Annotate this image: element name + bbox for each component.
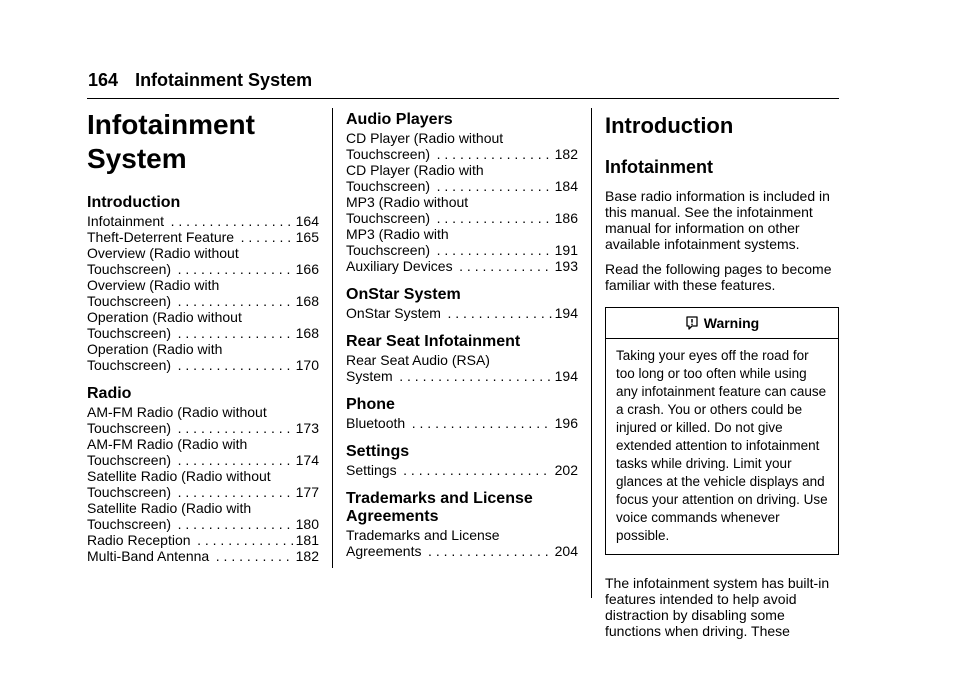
- toc-entry[interactable]: [346, 194, 578, 226]
- toc-entry[interactable]: [87, 468, 319, 500]
- toc-entry-line: [87, 293, 319, 309]
- toc-entry-title: AM-FM Radio (Radio without: [87, 404, 267, 420]
- toc-entry[interactable]: [87, 532, 319, 548]
- toc-entry[interactable]: [346, 226, 578, 258]
- paragraph: The infotainment system has built-in features intended to help avoid distraction by disabling some functions when driving. These: [605, 575, 830, 639]
- toc-entry[interactable]: [346, 527, 578, 559]
- toc-entry[interactable]: [87, 245, 319, 277]
- dot-leader: [444, 305, 552, 321]
- toc-entry[interactable]: [87, 548, 319, 564]
- dot-leader: [167, 213, 293, 229]
- warning-label: Warning: [703, 315, 760, 331]
- toc-entry-line: [346, 146, 578, 162]
- dot-leader: [174, 325, 293, 341]
- toc-column-1: [87, 108, 319, 564]
- toc-entry[interactable]: [87, 341, 319, 373]
- toc-entry-title: Touchscreen): [87, 325, 172, 341]
- toc-entry-line: [346, 242, 578, 258]
- toc-entry[interactable]: [346, 130, 578, 162]
- toc-entry-title: System: [346, 368, 393, 384]
- warning-header: [606, 308, 838, 339]
- toc-entry-title: Touchscreen): [346, 146, 431, 162]
- paragraph: Read the following pages to become familiar with these features.: [605, 261, 832, 293]
- toc-page-number: 173: [295, 420, 319, 436]
- dot-leader: [408, 415, 551, 431]
- toc-page-number: 186: [554, 210, 578, 226]
- dot-leader: [433, 210, 552, 226]
- toc-entry-line: [87, 420, 319, 436]
- toc-page-number: 202: [554, 462, 578, 478]
- toc-entry-title: Operation (Radio with: [87, 341, 223, 357]
- toc-entry-title: Touchscreen): [87, 484, 172, 500]
- dot-leader: [174, 261, 293, 277]
- toc-entry-title: Touchscreen): [346, 178, 431, 194]
- toc-section-heading: Trademarks and License Agreements: [346, 490, 533, 525]
- toc-entry[interactable]: [346, 305, 578, 321]
- toc-page-number: 165: [295, 229, 319, 245]
- page-number: 164: [88, 70, 119, 90]
- toc-entry[interactable]: [346, 258, 578, 274]
- toc-entry-title: Touchscreen): [87, 452, 172, 468]
- warning-text: Taking your eyes off the road for too long or too often while using any infotainment feature can cause a crash. You or others could be injured or killed. Do not give extended attention to infotainment tasks while driving. Limit your glances at the vehicle displays and focus your attention on driving. Use voice commands whenever possible.: [616, 348, 828, 543]
- toc-entry-line: [346, 258, 578, 274]
- toc-entry-title: Settings: [346, 462, 397, 478]
- toc-entry-title: Satellite Radio (Radio with: [87, 500, 252, 516]
- toc-section-heading: Introduction: [87, 194, 181, 211]
- dot-leader: [237, 229, 293, 245]
- toc-entry-title: CD Player (Radio with: [346, 162, 484, 178]
- section-heading: Introduction: [605, 113, 734, 138]
- toc-entry-title: MP3 (Radio with: [346, 226, 449, 242]
- toc-entry-title: Operation (Radio without: [87, 309, 242, 325]
- toc-entry[interactable]: [87, 404, 319, 436]
- dot-leader: [174, 516, 293, 532]
- dot-leader: [174, 452, 293, 468]
- toc-entry-title: Touchscreen): [87, 357, 172, 373]
- toc-entry-title: Touchscreen): [87, 420, 172, 436]
- toc-entry[interactable]: [87, 213, 319, 229]
- toc-entry-line: [87, 484, 319, 500]
- dot-leader: [433, 242, 552, 258]
- warning-icon: [685, 316, 699, 330]
- toc-entry-title: Satellite Radio (Radio without: [87, 468, 271, 484]
- toc-entry-line: [87, 325, 319, 341]
- toc-entry-title: Touchscreen): [87, 293, 172, 309]
- toc-page-number: 191: [554, 242, 578, 258]
- toc-page-number: 166: [295, 261, 319, 277]
- toc-page-number: 194: [554, 368, 578, 384]
- toc-entry-title: Touchscreen): [87, 516, 172, 532]
- toc-entry-line: [87, 516, 319, 532]
- toc-entry-title: Multi-Band Antenna: [87, 548, 210, 564]
- toc-page-number: 196: [554, 415, 578, 431]
- toc-entry-title: Radio Reception: [87, 532, 191, 548]
- toc-entry-title: AM-FM Radio (Radio with: [87, 436, 248, 452]
- toc-entry[interactable]: [87, 500, 319, 532]
- toc-page-number: 193: [554, 258, 578, 274]
- header-rule: [87, 98, 839, 99]
- toc-entry-title: Agreements: [346, 543, 422, 559]
- chapter-heading-line1: Infotainment: [87, 109, 255, 140]
- toc-entry-line: [346, 462, 578, 478]
- toc-entry[interactable]: [87, 309, 319, 341]
- toc-entry-title: Touchscreen): [346, 242, 431, 258]
- toc-section-heading: Phone: [346, 396, 395, 413]
- toc-entry-line: [346, 210, 578, 226]
- toc-entry-title: Infotainment: [87, 213, 165, 229]
- toc-section-heading: Rear Seat Infotainment: [346, 333, 521, 350]
- toc-entry-line: [346, 305, 578, 321]
- toc-entry-title: Rear Seat Audio (RSA): [346, 352, 490, 368]
- toc-entry[interactable]: [87, 277, 319, 309]
- toc-page-number: 168: [295, 325, 319, 341]
- toc-page-number: 164: [295, 213, 319, 229]
- toc-sections: [346, 111, 578, 559]
- toc-entry-title: Overview (Radio without: [87, 245, 239, 261]
- chapter-heading-line2: System: [87, 143, 187, 174]
- dot-leader: [212, 548, 292, 564]
- toc-page-number: 182: [295, 548, 319, 564]
- toc-entry-line: [346, 543, 578, 559]
- toc-entry-title: OnStar System: [346, 305, 441, 321]
- toc-entry-title: Touchscreen): [87, 261, 172, 277]
- subsection-heading: Infotainment: [605, 157, 713, 177]
- toc-column-2: [346, 111, 578, 559]
- toc-entry-line: [87, 532, 319, 548]
- toc-section-heading: Settings: [346, 443, 410, 460]
- page-header: [88, 70, 312, 91]
- toc-entry-title: Auxiliary Devices: [346, 258, 453, 274]
- toc-page-number: 180: [295, 516, 319, 532]
- toc-entry-title: Theft-Deterrent Feature: [87, 229, 235, 245]
- toc-section-heading: OnStar System: [346, 286, 461, 303]
- dot-leader: [174, 484, 293, 500]
- dot-leader: [194, 532, 293, 548]
- dot-leader: [400, 462, 552, 478]
- toc-entry-line: [346, 368, 578, 384]
- toc-entry-line: [87, 229, 319, 245]
- dot-leader: [396, 368, 552, 384]
- dot-leader: [174, 293, 293, 309]
- toc-page-number: 170: [295, 357, 319, 373]
- toc-entry-title: Touchscreen): [346, 210, 431, 226]
- column-divider-right: [591, 108, 592, 598]
- dot-leader: [433, 146, 552, 162]
- toc-entry-line: [346, 415, 578, 431]
- toc-entry-title: CD Player (Radio without: [346, 130, 504, 146]
- toc-page-number: 184: [554, 178, 578, 194]
- toc-page-number: 177: [295, 484, 319, 500]
- toc-entry-line: [346, 178, 578, 194]
- chapter-heading: [87, 108, 319, 176]
- toc-entry[interactable]: [87, 436, 319, 468]
- toc-entry-line: [87, 213, 319, 229]
- toc-entry-title: Trademarks and License: [346, 527, 500, 543]
- toc-page-number: 181: [295, 532, 319, 548]
- dot-leader: [424, 543, 551, 559]
- toc-page-number: 182: [554, 146, 578, 162]
- toc-page-number: 204: [554, 543, 578, 559]
- toc-entry-title: Bluetooth: [346, 415, 406, 431]
- toc-entry-title: MP3 (Radio without: [346, 194, 469, 210]
- toc-entry-title: Overview (Radio with: [87, 277, 220, 293]
- column-divider-left: [332, 108, 333, 568]
- dot-leader: [433, 178, 552, 194]
- toc-section-heading: Radio: [87, 385, 132, 402]
- toc-entry[interactable]: [346, 462, 578, 478]
- dot-leader: [456, 258, 552, 274]
- intro-column: [605, 108, 839, 648]
- toc-entry-line: [87, 548, 319, 564]
- toc-entry[interactable]: [346, 162, 578, 194]
- warning-box: [605, 307, 839, 555]
- toc-page-number: 168: [295, 293, 319, 309]
- chapter-title: Infotainment System: [135, 70, 313, 90]
- dot-leader: [174, 357, 293, 373]
- toc-entry-line: [87, 261, 319, 277]
- toc-section-heading: Audio Players: [346, 111, 453, 128]
- dot-leader: [174, 420, 293, 436]
- toc-entry-line: [87, 452, 319, 468]
- toc-entry[interactable]: [87, 229, 319, 245]
- toc-entry[interactable]: [346, 352, 578, 384]
- paragraph: Base radio information is included in this manual. See the infotainment manual for information on other available infotainment systems.: [605, 188, 830, 252]
- toc-entry-line: [87, 357, 319, 373]
- toc-page-number: 174: [295, 452, 319, 468]
- toc-page-number: 194: [554, 305, 578, 321]
- toc-sections: [87, 194, 319, 564]
- toc-entry[interactable]: [346, 415, 578, 431]
